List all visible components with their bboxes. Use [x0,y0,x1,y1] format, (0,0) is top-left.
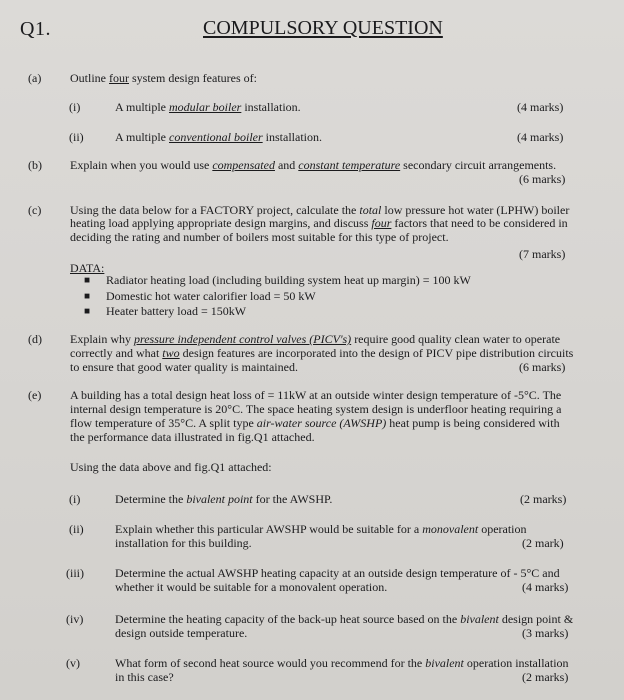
e-i-marks: (2 marks) [520,492,567,506]
e-ii-line-2: installation for this building. [115,536,252,550]
b-marks: (6 marks) [519,172,566,186]
e-v-line-2: in this case? [115,670,174,684]
a-ii-text: A multiple conventional boiler installation. [115,130,322,144]
e-iii-label: (iii) [66,566,84,580]
e-iii-marks: (4 marks) [522,580,569,594]
a-ii-label: (ii) [69,130,84,144]
e-v-label: (v) [66,656,80,670]
e-line-1: A building has a total design heat loss of = 11kW at an outside winter design temperature of -5°C. The [70,388,562,402]
e-intro: Using the data above and fig.Q1 attached: [70,460,272,474]
d-line-3: to ensure that good water quality is maintained. [70,360,298,374]
e-iii-line-1: Determine the actual AWSHP heating capacity at an outside design temperature of - 5°C and [115,566,560,580]
e-v-line-1: What form of second heat source would you recommend for the bivalent operation installation [115,656,569,670]
section-a-label: (a) [28,71,42,85]
e-v-marks: (2 marks) [522,670,569,684]
c-line-1: Using the data below for a FACTORY project, calculate the total low pressure hot water (LPHW) boiler [70,203,570,217]
data-item-1: Radiator heating load (including building system heat up margin) = 100 kW [106,273,471,287]
section-a-text: Outline four system design features of: [70,71,257,85]
e-i-text: Determine the bivalent point for the AWSHP. [115,492,333,506]
data-heading: DATA: [70,261,105,275]
bullet-icon: ■ [84,275,91,286]
section-c-label: (c) [28,203,42,217]
bullet-icon: ■ [84,291,91,302]
e-ii-line-1: Explain whether this particular AWSHP would be suitable for a monovalent operation [115,522,527,536]
d-line-1: Explain why pressure independent control valves (PICV's) require good quality clean water to operate [70,332,561,346]
section-d-label: (d) [28,332,42,346]
e-ii-marks: (2 mark) [522,536,564,550]
c-line-3: deciding the rating and number of boilers most suitable for this type of project. [70,230,449,244]
bullet-icon: ■ [84,306,91,317]
question-number: Q1. [20,18,51,40]
a-i-label: (i) [69,100,81,114]
d-marks: (6 marks) [519,360,566,374]
e-line-4: the performance data illustrated in fig.Q1 attached. [70,430,315,444]
d-line-2: correctly and what two design features are incorporated into the design of PICV pipe distribution circuits [70,346,574,360]
question-title: COMPULSORY QUESTION [203,17,443,39]
e-iv-line-1: Determine the heating capacity of the back-up heat source based on the bivalent design point & [115,612,574,626]
section-e-label: (e) [28,388,42,402]
c-marks: (7 marks) [519,247,566,261]
section-b-label: (b) [28,158,42,172]
e-line-2: internal design temperature is 20°C. The space heating system design is underfloor heating requiring a [70,402,562,416]
e-iv-label: (iv) [66,612,84,626]
e-iv-line-2: design outside temperature. [115,626,248,640]
section-b-text: Explain when you would use compensated and constant temperature secondary circuit arrangements. [70,158,557,172]
e-iii-line-2: whether it would be suitable for a monovalent operation. [115,580,388,594]
a-ii-marks: (4 marks) [517,130,564,144]
e-iv-marks: (3 marks) [522,626,569,640]
c-line-2: heating load applying appropriate design margins, and discuss four factors that need to be considered in [70,216,568,230]
a-i-text: A multiple modular boiler installation. [115,100,301,114]
e-i-label: (i) [69,492,81,506]
data-item-2: Domestic hot water calorifier load = 50 kW [106,289,316,303]
a-i-marks: (4 marks) [517,100,564,114]
e-line-3: flow temperature of 35°C. A split type air-water source (AWSHP) heat pump is being considered with [70,416,560,430]
e-ii-label: (ii) [69,522,84,536]
data-item-3: Heater battery load = 150kW [106,304,247,318]
